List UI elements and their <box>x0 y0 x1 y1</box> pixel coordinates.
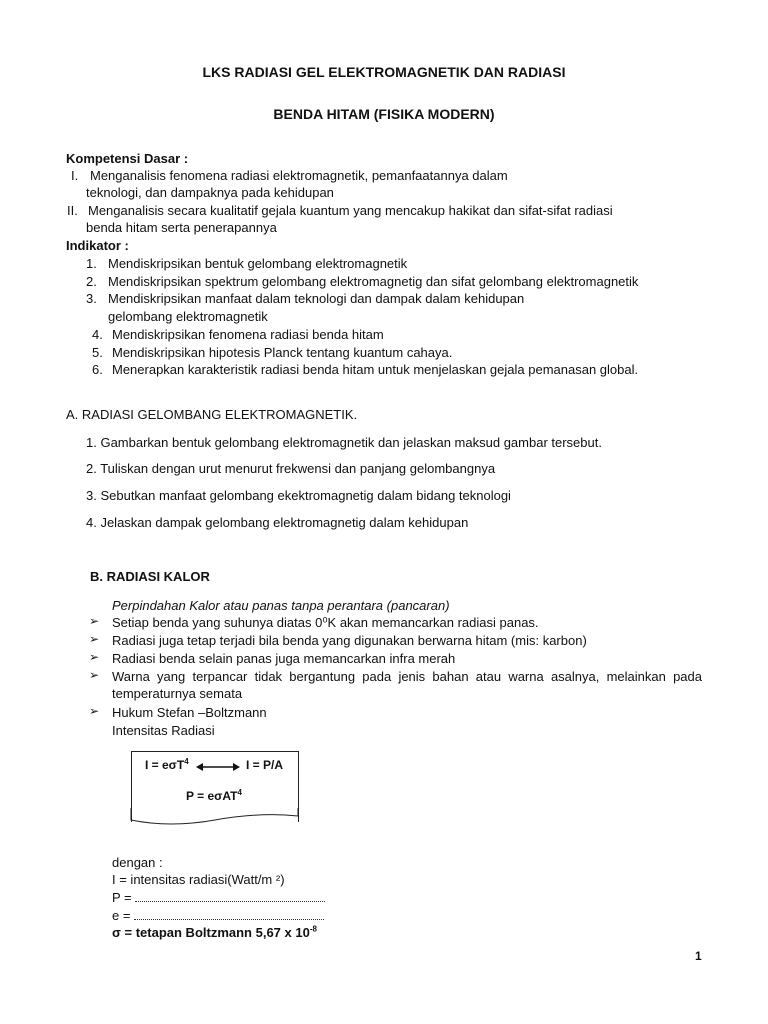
indikator-item-2-num: 2. <box>86 274 97 289</box>
definition-p <box>112 889 325 906</box>
indikator-item-4-num: 4. <box>92 327 103 342</box>
definition-e-blank[interactable] <box>134 909 324 920</box>
definition-i: I = intensitas radiasi(Watt/m ²) <box>112 872 285 887</box>
indikator-heading: Indikator : <box>66 238 129 253</box>
indikator-item-1-num: 1. <box>86 256 97 271</box>
section-a-question-2: 2. Tuliskan dengan urut menurut frekwensi dan panjang gelombangnya <box>86 461 496 476</box>
page-number: 1 <box>695 949 702 963</box>
indikator-item-2-text: Mendiskripsikan spektrum gelombang elektromagnetig dan sifat gelombang elektromagnetik <box>108 274 639 289</box>
indikator-item-3-text-cont: gelombang elektromagnetik <box>108 309 268 324</box>
indikator-item-3-num: 3. <box>86 291 97 306</box>
formula-power <box>186 788 242 805</box>
formula-intensity-text: I = eσT <box>145 758 185 772</box>
arrow-bullet-icon: ➢ <box>89 704 100 718</box>
arrow-bullet-icon: ➢ <box>89 614 100 628</box>
kompetensi-item-1-line-2: teknologi, dan dampaknya pada kehidupan <box>86 185 334 200</box>
definition-p-blank[interactable] <box>135 891 325 902</box>
kompetensi-item-1-num: I. <box>71 168 79 183</box>
indikator-item-4-text: Mendiskripsikan fenomena radiasi benda hitam <box>112 327 384 342</box>
bullet-item-5: Hukum Stefan –Boltzmann <box>112 705 267 720</box>
indikator-item-5-num: 5. <box>92 345 103 360</box>
definition-e <box>112 907 324 924</box>
formula-intensity <box>145 757 189 774</box>
definition-sigma-exponent: -8 <box>309 924 317 934</box>
arrow-bullet-icon: ➢ <box>89 632 100 646</box>
kompetensi-item-2-line-1: Menganalisis secara kualitatif gejala kuantum yang mencakup hakikat dan sifat-sifat radiasi <box>88 203 613 218</box>
formula-intensity-exponent: 4 <box>184 757 189 766</box>
definition-p-label: P = <box>112 890 136 905</box>
section-b-heading: B. RADIASI KALOR <box>90 569 210 584</box>
definition-sigma <box>112 924 317 941</box>
formula-power-exponent: 4 <box>237 788 242 797</box>
definition-e-label: e = <box>112 908 135 923</box>
section-a-question-1: 1. Gambarkan bentuk gelombang elektromagnetik dan jelaskan maksud gambar tersebut. <box>86 435 602 450</box>
formula-power-text: P = eσAT <box>186 789 238 803</box>
section-a-question-4: 4. Jelaskan dampak gelombang elektromagnetig dalam kehidupan <box>86 515 469 530</box>
indikator-item-5-text: Mendiskripsikan hipotesis Planck tentang kuantum cahaya. <box>112 345 453 360</box>
indikator-item-1-text: Mendiskripsikan bentuk gelombang elektromagnetik <box>108 256 408 271</box>
arrow-bullet-icon: ➢ <box>89 668 100 682</box>
kompetensi-item-2-line-2: benda hitam serta penerapannya <box>86 220 277 235</box>
intensitas-label: Intensitas Radiasi <box>112 723 215 738</box>
formula-box-wavy-bottom <box>130 808 300 828</box>
formula-intensity-area: I = P/A <box>246 758 284 772</box>
document-title-line-2: BENDA HITAM (FISIKA MODERN) <box>273 106 495 122</box>
bullet-item-4: Warna yang terpancar tidak bergantung pada jenis bahan atau warna asalnya, melainkan pada temperaturnya semata <box>112 669 702 701</box>
bullet-item-2: Radiasi juga tetap terjadi bila benda yang digunakan berwarna hitam (mis: karbon) <box>112 633 587 648</box>
kompetensi-item-2-num: II. <box>67 203 78 218</box>
bullet-item-1: Setiap benda yang suhunya diatas 0⁰K akan memancarkan radiasi panas. <box>112 615 539 630</box>
indikator-item-3-text: Mendiskripsikan manfaat dalam teknologi dan dampak dalam kehidupan <box>108 291 525 306</box>
indikator-item-6-text: Menerapkan karakteristik radiasi benda hitam untuk menjelaskan gejala pemanasan global. <box>112 362 639 377</box>
indikator-item-6-num: 6. <box>92 362 103 377</box>
arrow-bullet-icon: ➢ <box>89 650 100 664</box>
definition-sigma-text: σ = tetapan Boltzmann 5,67 x 10 <box>112 925 310 940</box>
double-arrow-icon <box>196 761 240 773</box>
kompetensi-item-1-line-1: Menganalisis fenomena radiasi elektromagnetik, pemanfaatannya dalam <box>90 168 508 183</box>
section-b-subtitle: Perpindahan Kalor atau panas tanpa perantara (pancaran) <box>112 598 450 613</box>
bullet-item-3: Radiasi benda selain panas juga memancarkan infra merah <box>112 651 456 666</box>
section-a-heading: A. RADIASI GELOMBANG ELEKTROMAGNETIK. <box>66 407 358 422</box>
dengan-label: dengan : <box>112 855 163 870</box>
document-title-line-1: LKS RADIASI GEL ELEKTROMAGNETIK DAN RADIASI <box>202 64 566 80</box>
kompetensi-heading: Kompetensi Dasar : <box>66 151 189 166</box>
section-a-question-3: 3. Sebutkan manfaat gelombang ekektromagnetig dalam bidang teknologi <box>86 488 511 503</box>
